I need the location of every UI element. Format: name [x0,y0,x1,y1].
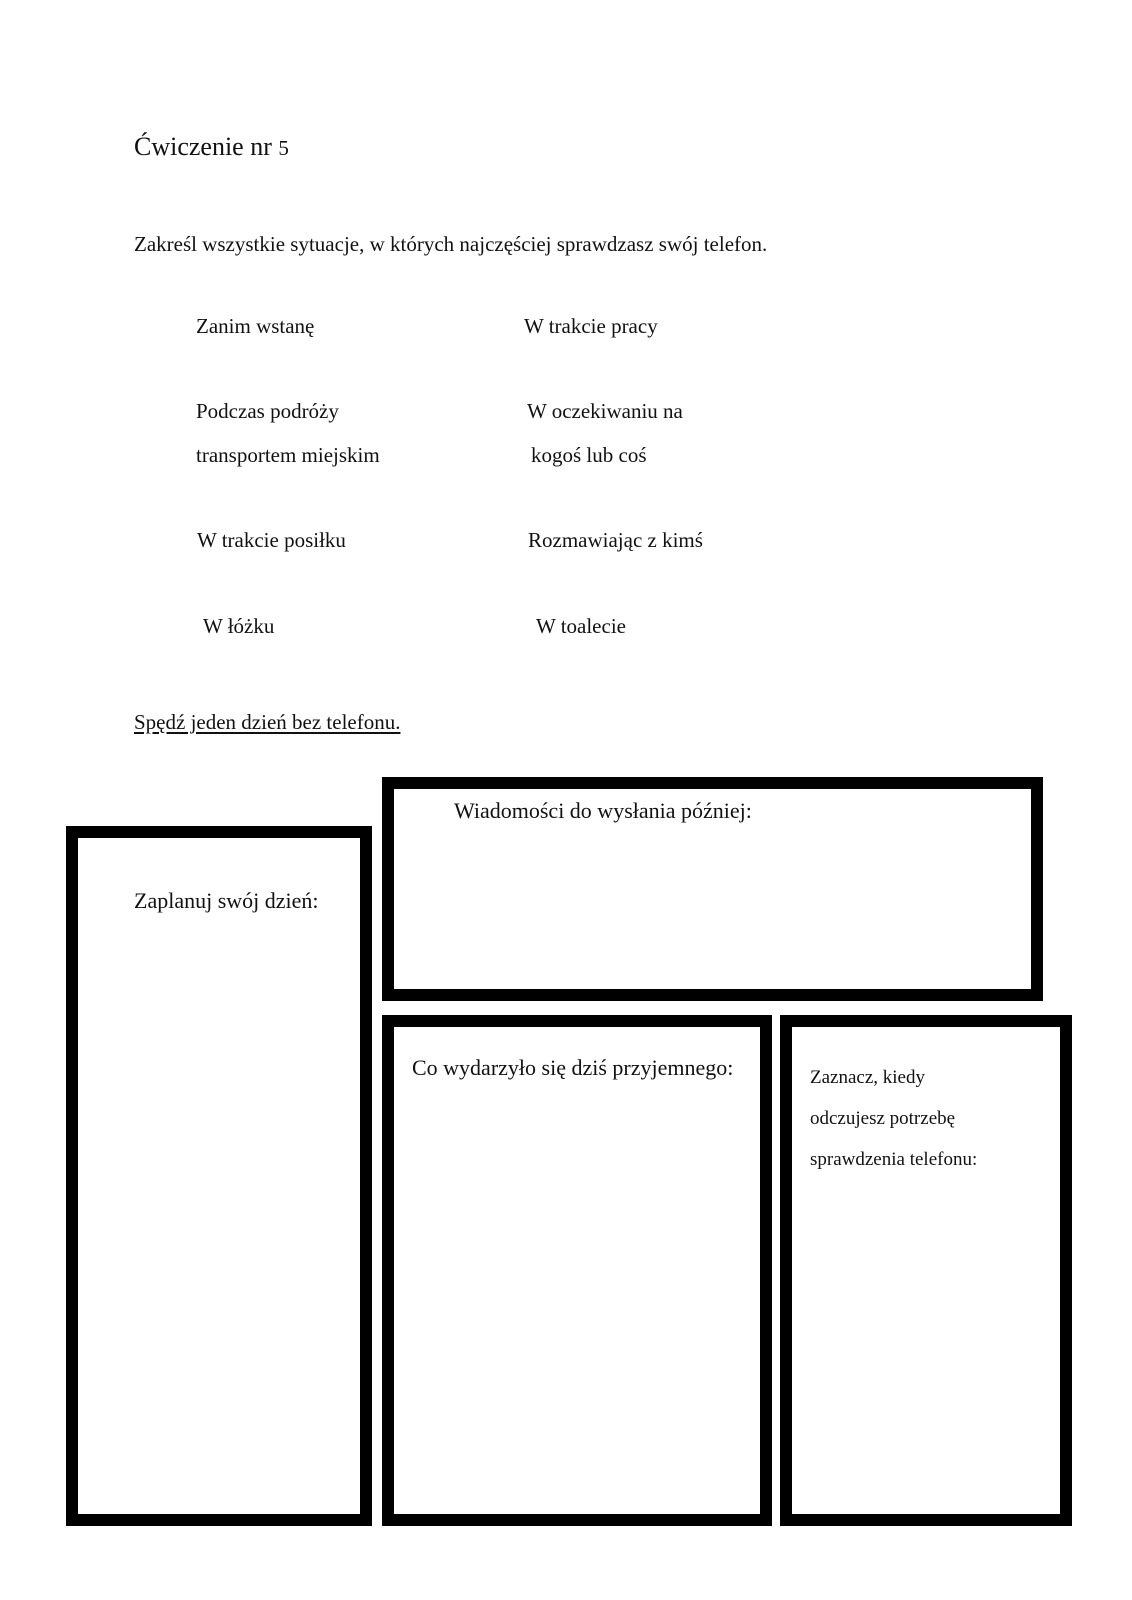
situation-option[interactable] [196,389,380,477]
exercise-number: 5 [278,136,289,160]
pleasant-events-label: Co wydarzyło się dziś przyjemnego: [412,1055,734,1080]
instruction-text: Zakreśl wszystkie sytuacje, w których najczęściej sprawdzasz swój telefon. [134,232,768,256]
situation-option[interactable] [536,604,626,648]
situation-line: Podczas podróży [196,399,339,423]
situation-line: Zanim wstanę [196,314,315,338]
situation-option[interactable] [528,518,703,562]
situation-option[interactable] [524,304,658,348]
situation-line: W łóżku [203,614,275,638]
pleasant-events-box[interactable] [382,1015,772,1526]
phone-urges-box[interactable] [780,1015,1072,1526]
phone-urges-line: odczujesz potrzebę [810,1108,956,1129]
situation-line: Rozmawiając z kimś [528,528,703,552]
situation-line: W oczekiwaniu na [527,399,683,423]
messages-later-label: Wiadomości do wysłania później: [454,798,752,823]
situation-option[interactable] [527,389,683,477]
messages-later-box[interactable] [382,777,1043,1001]
title-text: Ćwiczenie nr [134,132,272,161]
situation-option[interactable] [203,604,274,648]
plan-day-label: Zaplanuj swój dzień: [134,888,319,913]
situation-option[interactable] [196,304,314,348]
phone-urges-line: sprawdzenia telefonu: [810,1149,978,1170]
situation-option[interactable] [197,518,346,562]
situation-line: W trakcie pracy [524,314,658,338]
situation-line: W toalecie [536,614,626,638]
phone-urges-label [810,1057,1050,1180]
situation-line: kogoś lub coś [531,443,647,467]
phone-urges-line: Zaznacz, kiedy [810,1067,925,1088]
task-text: Spędź jeden dzień bez telefonu. [134,710,401,734]
situation-line: W trakcie posiłku [197,528,346,552]
page-title [134,132,289,162]
plan-day-box[interactable] [66,826,372,1526]
situation-line: transportem miejskim [196,443,380,467]
